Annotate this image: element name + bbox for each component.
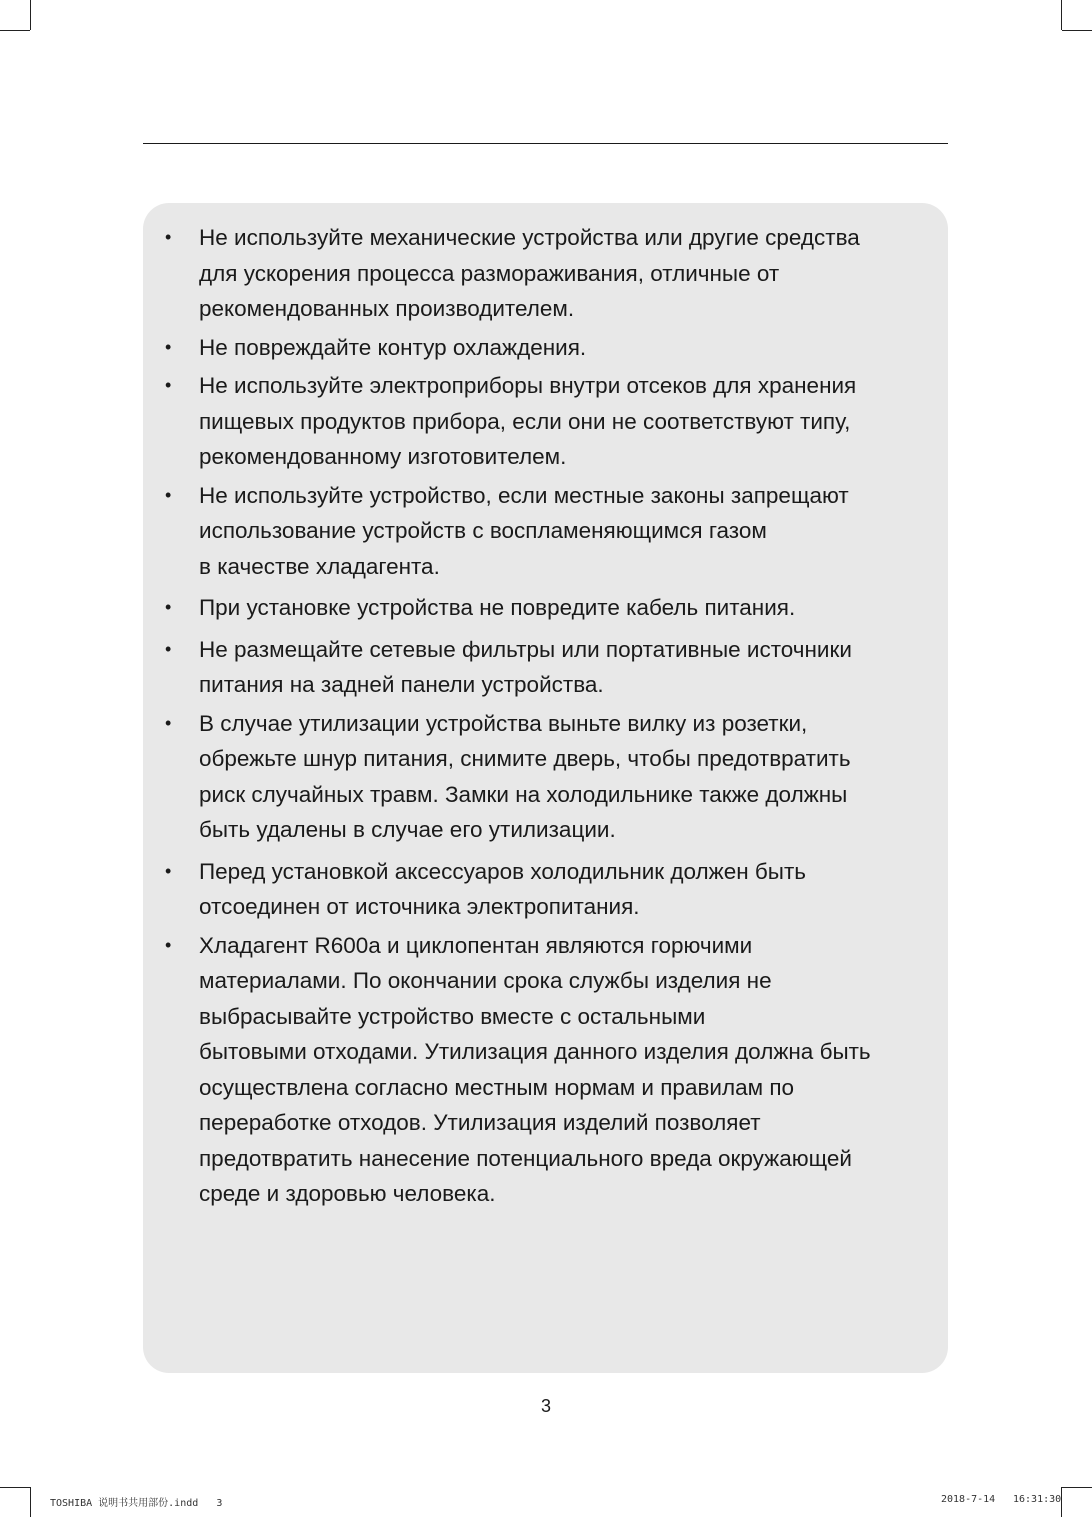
bullet-icon: • bbox=[165, 860, 172, 881]
list-item-line: обрежьте шнур питания, снимите дверь, чтобы предотвратить bbox=[199, 746, 851, 771]
list-item-line: Не используйте электроприборы внутри отсеков для хранения bbox=[199, 373, 857, 398]
list-item-line: При установке устройства не повредите кабель питания. bbox=[199, 595, 796, 620]
list-item-line: среде и здоровью человека. bbox=[199, 1181, 496, 1206]
bullet-icon: • bbox=[165, 712, 172, 733]
footer-time: 16:31:30 bbox=[1013, 1494, 1062, 1505]
bullet-icon: • bbox=[165, 934, 172, 955]
list-item-line: рекомендованных производителем. bbox=[199, 296, 575, 321]
list-item-line: пищевых продуктов прибора, если они не соответствуют типу, bbox=[199, 408, 851, 434]
crop-mark bbox=[1061, 0, 1062, 30]
list-item bbox=[143, 368, 948, 475]
crop-mark bbox=[30, 0, 31, 30]
footer-date: 2018-7-14 bbox=[941, 1494, 996, 1505]
list-item bbox=[143, 330, 948, 366]
crop-mark bbox=[1062, 30, 1092, 31]
bullet-icon: • bbox=[165, 227, 172, 247]
header-rule bbox=[143, 143, 948, 144]
list-item bbox=[143, 478, 948, 585]
list-item bbox=[143, 590, 948, 626]
list-item-line: Хладагент R600a и циклопентан являются горючими bbox=[199, 932, 753, 958]
list-item-line: быть удалены в случае его утилизации. bbox=[199, 817, 616, 842]
list-item bbox=[143, 220, 948, 327]
safety-panel bbox=[143, 203, 948, 1373]
footer-file: TOSHIBA 说明书共用部份.indd 3 bbox=[50, 1498, 223, 1509]
list-item-line: питания на задней панели устройства. bbox=[199, 672, 604, 697]
list-item-line: использование устройств с воспламеняющимся газом bbox=[199, 518, 767, 543]
list-item-line: В случае утилизации устройства выньте вилку из розетки, bbox=[199, 710, 808, 736]
list-item bbox=[143, 854, 948, 925]
bullet-icon: • bbox=[165, 375, 172, 395]
crop-mark bbox=[30, 1487, 31, 1517]
safety-list bbox=[143, 220, 948, 1215]
list-item-line: осуществлена согласно местным нормам и правилам по bbox=[199, 1074, 795, 1100]
crop-mark bbox=[0, 30, 30, 31]
list-item-line: материалами. По окончании срока службы изделия не bbox=[199, 968, 772, 993]
crop-mark bbox=[1062, 1487, 1092, 1488]
crop-mark bbox=[0, 1487, 30, 1488]
list-item-line: отсоединен от источника электропитания. bbox=[199, 894, 640, 919]
list-item-line: бытовыми отходами. Утилизация данного изделия должна быть bbox=[199, 1039, 871, 1064]
list-item-line: в качестве хладагента. bbox=[199, 553, 440, 579]
list-item-line: предотвратить нанесение потенциального вреда окружающей bbox=[199, 1145, 852, 1171]
page-number: 3 bbox=[540, 1396, 551, 1416]
list-item-line: риск случайных травм. Замки на холодильнике также должны bbox=[199, 781, 848, 807]
bullet-icon: • bbox=[165, 597, 172, 617]
list-item-line: для ускорения процесса размораживания, отличные от bbox=[199, 260, 780, 286]
list-item-line: переработке отходов. Утилизация изделий позволяет bbox=[199, 1110, 761, 1135]
list-item-line: Не используйте механические устройства или другие средства bbox=[199, 225, 860, 250]
list-item-line: Не используйте устройство, если местные законы запрещают bbox=[199, 482, 849, 508]
list-item bbox=[143, 706, 948, 848]
bullet-icon: • bbox=[165, 484, 172, 505]
list-item-line: рекомендованному изготовителем. bbox=[199, 444, 567, 469]
bullet-icon: • bbox=[165, 638, 172, 659]
list-item bbox=[143, 632, 948, 703]
list-item-line: Не повреждайте контур охлаждения. bbox=[199, 334, 587, 360]
list-item-line: выбрасывайте устройство вместе с остальными bbox=[199, 1003, 706, 1029]
list-item-line: Не размещайте сетевые фильтры или портативные источники bbox=[199, 636, 852, 662]
list-item bbox=[143, 928, 948, 1212]
list-item-line: Перед установкой аксессуаров холодильник должен быть bbox=[199, 858, 807, 884]
bullet-icon: • bbox=[165, 336, 172, 357]
